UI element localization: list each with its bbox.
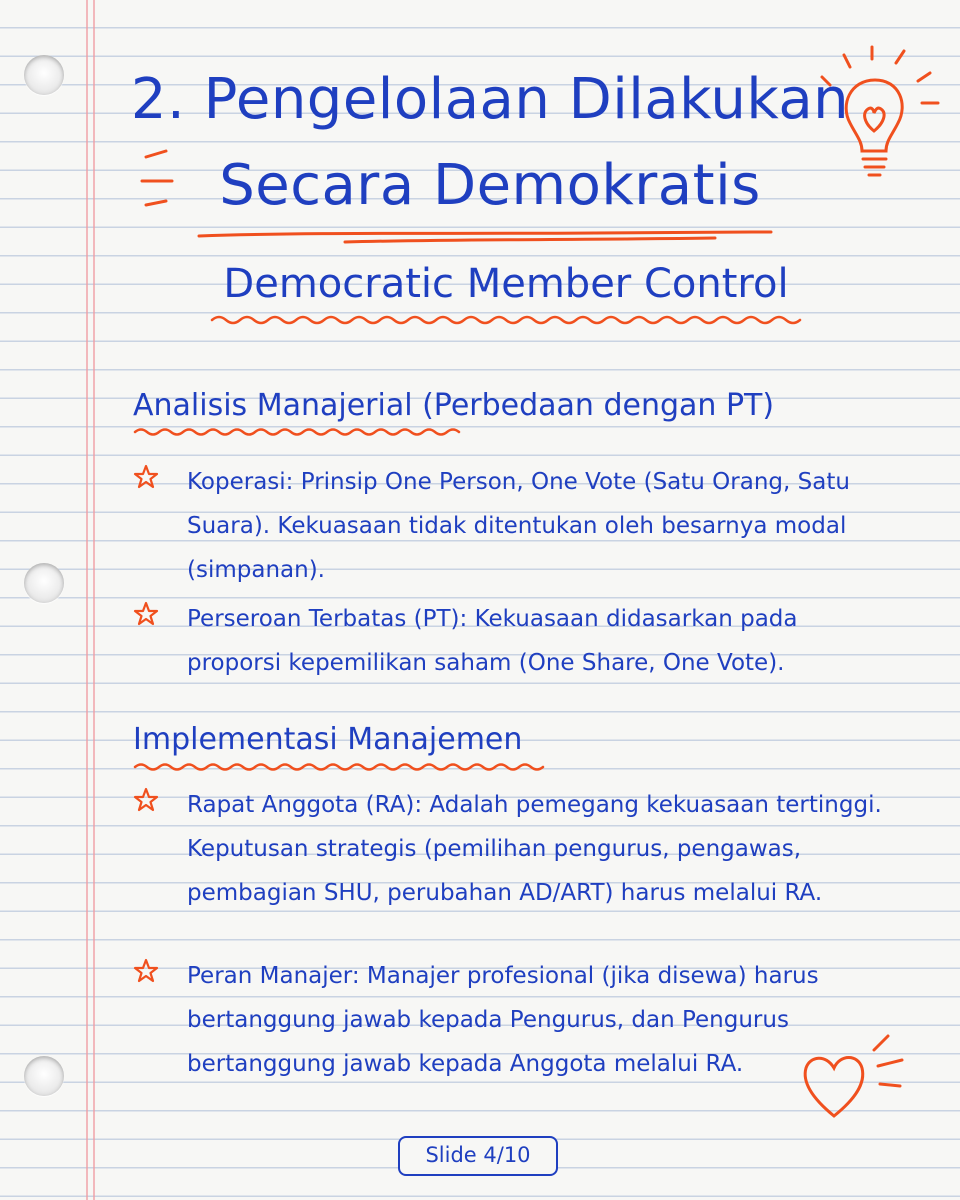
- star-bullet-icon: [133, 787, 159, 813]
- star-bullet-icon: [133, 601, 159, 627]
- section-heading-implementasi: Implementasi Manajemen: [133, 722, 523, 757]
- margin-line-left: [86, 0, 88, 1200]
- bullet-text-perseroan: Perseroan Terbatas (PT): Kekuasaan didasarkan pada proporsi kepemilikan saham (One Share, One Vote).: [187, 606, 798, 676]
- lightbulb-heart-icon: [820, 45, 950, 195]
- page-title-line-1: 2. Pengelolaan Dilakukan: [130, 67, 850, 132]
- bullet-text-rapat-anggota: Rapat Anggota (RA): Adalah pemegang kekuasaan tertinggi. Keputusan strategis (pemilihan pengurus, pengawas, pembagian SHU, perubahan AD/ART) harus melalui RA.: [187, 792, 882, 906]
- section-heading-analisis-underline: [133, 425, 473, 439]
- title-underline: [195, 228, 775, 248]
- dash-marks-decoration: [140, 145, 180, 215]
- bullet-koperasi: [133, 460, 893, 592]
- bullet-rapat-anggota: [133, 783, 893, 915]
- page-title-line-2: Secara Demokratis: [219, 153, 761, 218]
- bullet-perseroan: [133, 597, 893, 685]
- punch-hole-bottom: [24, 1056, 64, 1096]
- heart-icon: [798, 1022, 918, 1122]
- punch-hole-top: [24, 55, 64, 95]
- margin-line-left-2: [93, 0, 95, 1200]
- bullet-text-koperasi: Koperasi: Prinsip One Person, One Vote (Satu Orang, Satu Suara). Kekuasaan tidak ditentukan oleh besarnya modal (simpanan).: [187, 469, 850, 583]
- punch-hole-middle: [24, 563, 64, 603]
- bullet-text-peran-manajer: Peran Manajer: Manajer profesional (jika disewa) harus bertanggung jawab kepada Pengurus, dan Pengurus bertanggung jawab kepada Anggota melalui RA.: [187, 963, 819, 1077]
- subtitle-wavy-underline: [210, 312, 810, 328]
- star-bullet-icon: [133, 464, 159, 490]
- bullet-peran-manajer: [133, 954, 833, 1086]
- slide-indicator-badge: Slide 4/10: [398, 1136, 558, 1176]
- page-subtitle: Democratic Member Control: [223, 261, 789, 307]
- star-bullet-icon: [133, 958, 159, 984]
- section-heading-analisis: Analisis Manajerial (Perbedaan dengan PT): [133, 388, 775, 423]
- section-heading-implementasi-underline: [133, 760, 548, 774]
